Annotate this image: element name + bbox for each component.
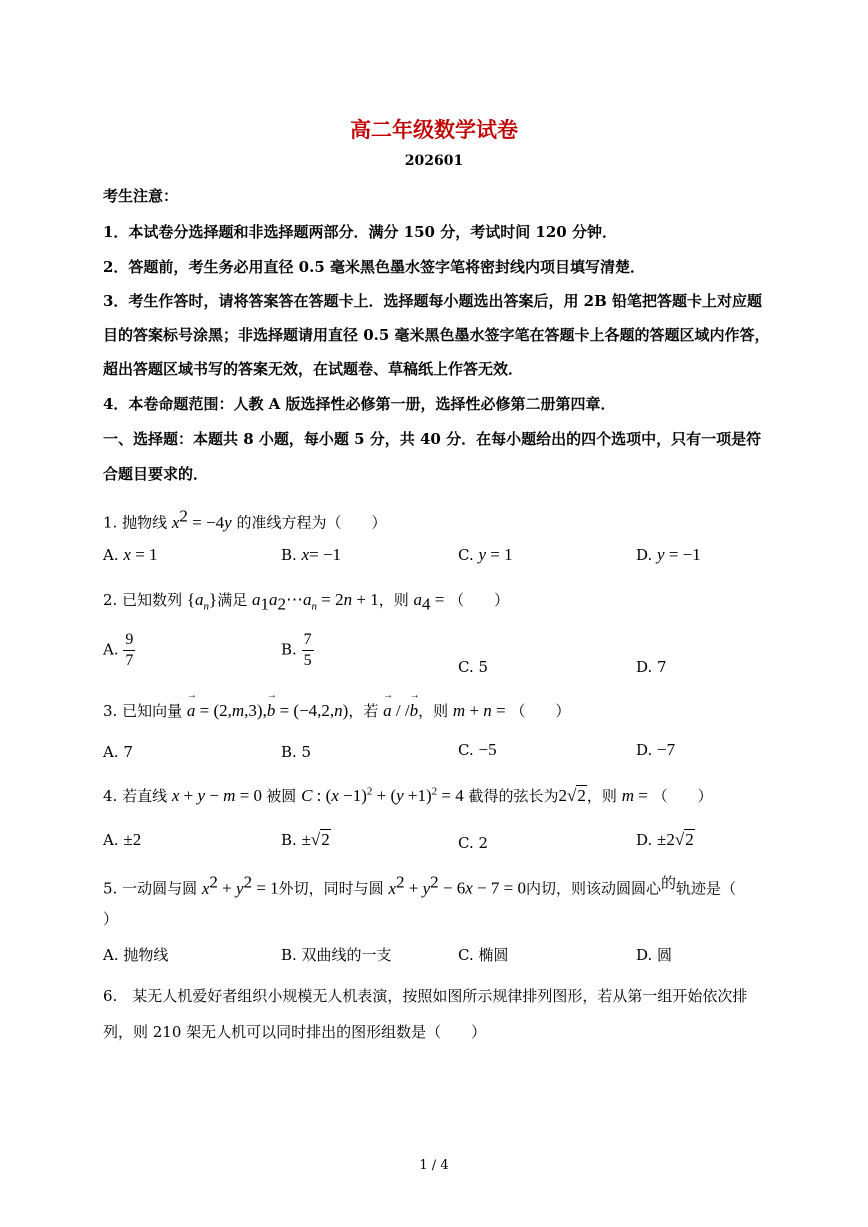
section-heading: 一、选择题：本题共 8 小题，每小题 5 分，共 40 分．在每小题给出的四个选项中，只有一项是符	[103, 430, 762, 448]
notice-item-1: 1．本试卷分选择题和非选择题两部分．满分 150 分，考试时间 120 分钟．	[103, 223, 617, 241]
q4-option-a: A. ±2	[103, 830, 142, 849]
question-3: 3. 已知向量 → a = (2,m,3),→ b = (−4,2,n)，若 → a / /→ b，则 m + n = （ ）	[103, 700, 570, 721]
q1-option-d: D. y = −1	[636, 545, 701, 564]
exam-title: 高二年级数学试卷	[350, 117, 518, 142]
question-1	[103, 506, 386, 533]
q3-option-b: B. 5	[281, 743, 312, 761]
notice-item-4: 4．本卷命题范围：人教 A 版选择性必修第一册，选择性必修第二册第四章．	[103, 395, 616, 413]
q2-option-c: C. 5	[458, 658, 489, 676]
section-heading-cont: 合题目要求的．	[103, 465, 209, 483]
q3-option-c: C. −5	[458, 740, 497, 759]
q3-option-d: D. −7	[636, 740, 676, 759]
q2-option-b: B. $\frac{7}{5}$	[281, 631, 312, 669]
question-6: 6. 某无人机爱好者组织小规模无人机表演，按照如图所示规律排列图形，若从第一组开始依次排	[103, 987, 748, 1005]
q5-option-b: B. 双曲线的一支	[281, 946, 392, 964]
question-4: 4. 若直线 x + y − m = 0 被圆 C : $(x -1)^2 + (y +1)^2 = 4$ 截得的弦长为2√2，则 m = （ ）	[103, 785, 713, 805]
q5-option-d: D. 圆	[636, 946, 673, 964]
page-number: 1 / 4	[419, 1158, 449, 1173]
q3-option-a: A. 7	[103, 743, 133, 761]
q1-option-c: C. y = 1	[458, 545, 513, 564]
q1-suffix: 的准线方程为（ ）	[236, 513, 387, 532]
question-6-cont: 列，则 210 架无人机可以同时排出的图形组数是（ ）	[103, 1023, 487, 1041]
q4-option-b: B. ±√2	[281, 830, 330, 849]
q5-option-c: C. 椭圆	[458, 946, 509, 964]
q4-option-c: C. 2	[458, 834, 489, 852]
notice-heading: 考生注意：	[103, 187, 179, 205]
q1-equation: $x^2 = -4y$	[171, 506, 232, 532]
question-5-close: ）	[103, 910, 119, 928]
q2-option-a: A. $\frac{9}{7}$	[103, 631, 134, 669]
q2-option-d: D. 7	[636, 658, 667, 676]
notice-item-3-end: 超出答题区域书写的答案无效，在试题卷、草稿纸上作答无效．	[103, 360, 524, 378]
exam-code: 202601	[404, 153, 464, 169]
notice-item-2: 2．答题前，考生务必用直径 0.5 毫米黑色墨水签字笔将密封线内项目填写清楚．	[103, 258, 645, 276]
question-5: 5. 一动圆与圆 $x^2 + y^2 = 1$外切，同时与圆 $x^2 + y^2 - 6x - 7 = 0$内切，则该动圆圆心的轨迹是（	[103, 872, 737, 898]
q1-option-b: B. x= −1	[281, 545, 342, 564]
q1-option-a: A. x = 1	[103, 545, 158, 564]
question-2: 2. 已知数列 $\{a_n\}$满足 $a_1a_2\cdots a_n = 2n + 1$，则 $a_4$ = （ ）	[103, 590, 510, 614]
notice-item-3: 3．考生作答时，请将答案答在答题卡上．选择题每小题选出答案后，用 2B 铅笔把答题卡上对应题	[103, 292, 763, 310]
q5-option-a: A. 抛物线	[103, 946, 169, 964]
notice-item-3-cont: 目的答案标号涂黑；非选择题请用直径 0.5 毫米黑色墨水签字笔在答题卡上各题的答题区域内作答，	[103, 326, 770, 344]
q1-prefix: 1. 抛物线	[103, 513, 168, 532]
q4-option-d: D. ±2√2	[636, 830, 694, 849]
